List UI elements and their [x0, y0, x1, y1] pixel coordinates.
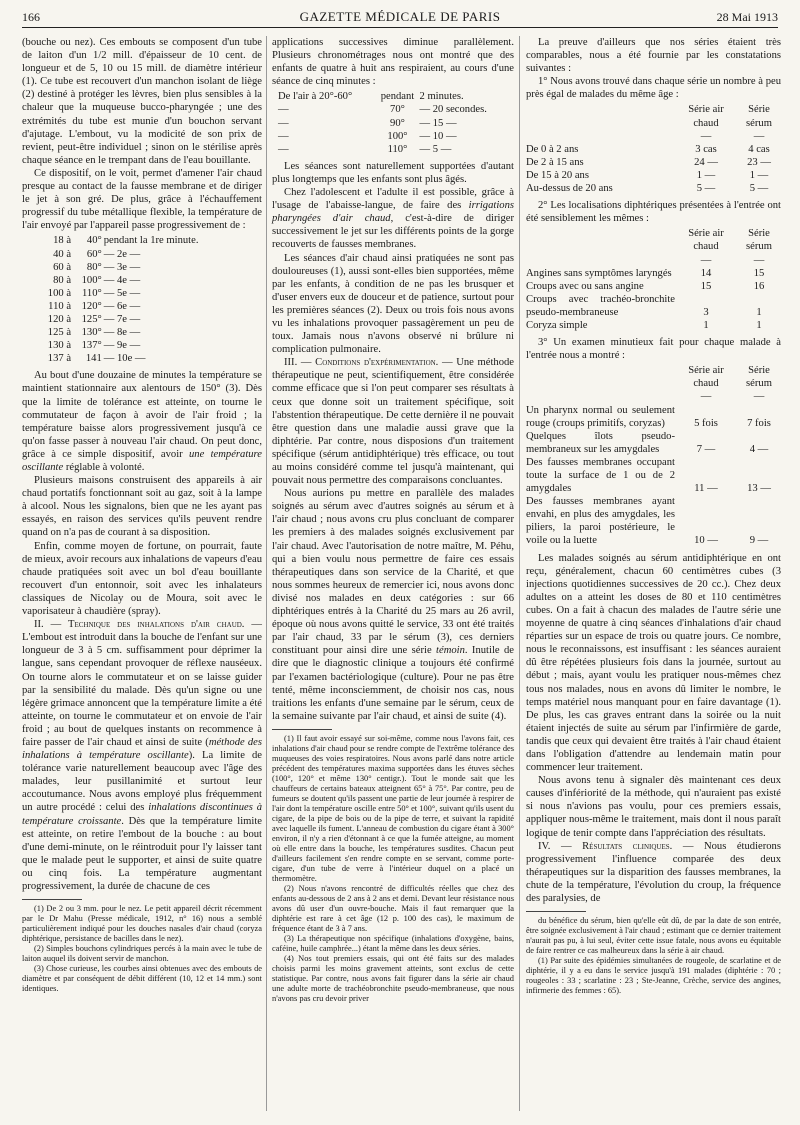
table-cell: 141 [85, 353, 102, 365]
column-header: Série air chaud [688, 228, 724, 253]
table-cell: De l'air à 20°-60° [278, 91, 353, 103]
table-row [36, 261, 236, 274]
column-header: Série sérum [746, 104, 772, 129]
table-cell: 100° [387, 130, 408, 142]
table-cell: 1 [756, 319, 762, 331]
table-cell: 14 [700, 267, 712, 279]
table-cell: 110 à [48, 300, 72, 312]
table-cell: — 6e — [103, 300, 141, 312]
table-cell: — [278, 104, 289, 116]
table-cell: 60° [86, 248, 102, 260]
table-cell: Des fausses membranes occupant toute la surface de 1 ou de 2 amygdales [526, 456, 675, 495]
footnote: (4) Nos tout premiers essais, qui ont été faits sur des malades choisis parmi les moins gravement atteints, sont exclus de cette statistique. Par contre, nous avons fait figurer dans la série air chaud une adulte morte de trachéobronchite pseudo-membraneuse, que nous n'avons pas cru devoir priver [272, 953, 514, 1003]
paragraph: Plusieurs maisons construisent des appareils à air chaud portatifs fonctionnant soit au gaz, soit à la lampe à alcool. Nous les signalons, bien que ne les ayant pas essayés, en raison des services qu'ils peuvent rendre quand on n'a pas de courant à sa disposition. [22, 475, 262, 539]
footnote: (3) Chose curieuse, les courbes ainsi obtenues avec des embouts de diamètre et par conséquent de débit différent (10, 12 et 14 mm.) sont identiques. [22, 964, 262, 994]
column-header: Série air chaud [688, 104, 724, 129]
breathing-table [278, 90, 508, 155]
table-cell: De 0 à 2 ans [526, 143, 579, 155]
table-cell: 137° [81, 340, 102, 352]
table-cell: 1 [703, 319, 709, 331]
table-cell: 40° [86, 235, 102, 247]
table-cell: — 20 secondes. [419, 104, 487, 116]
column-header: Série sérum [746, 228, 772, 253]
table-row [36, 248, 236, 261]
table-cell: 2 minutes. [419, 91, 464, 103]
footnote: (2) Simples bouchons cylindriques percés à la main avec le tube de laiton auquel ils doivent servir de manchon. [22, 944, 262, 964]
table-cell: Des fausses membranes ayant envahi, en plus des amygdales, les piliers, la paroi postérieure, le voile ou la luette [526, 496, 675, 547]
column-header: Série sérum [746, 365, 772, 390]
table-cell: — 15 — [419, 117, 457, 129]
table-row [36, 287, 236, 300]
table-cell: — 10e — [103, 353, 146, 365]
section-3: III. — Conditions d'expérimentation. — Une méthode thérapeutique ne peut, scientifiquement, être considérée comme efficace que si l'on peut comparer ses résultats à ceux que donne soit un traitement spécifique, soit l'abstention thérapeutique. De cette dernière il ne pouvait être question dans une maladie aussi grave que la diphtérie. Par contre, nous disposions d'un traitement spécifique (sérum antidiphtérique) très efficace, ou tout au moins considéré comme tel jusqu'à maintenant, qui pouvait nous permettre des comparaisons concluantes. [272, 357, 514, 487]
table-row [36, 313, 236, 326]
table-cell: — 5e — [103, 287, 141, 299]
paragraph: Chez l'adolescent et l'adulte il est possible, grâce à l'usage de l'abaisse-langue, de faire des irrigations pharyngées d'air chaud, c'est-à-dire de diriger successivement le jet sur les différents points de la gorge recouverts de fausses membranes. [272, 187, 514, 251]
table-row [526, 319, 781, 332]
footnote: (1) Il faut avoir essayé sur soi-même, comme nous l'avons fait, ces inhalations d'air chaud pour se rendre compte de l'extrême tolérance des muqueuses des voies respiratoires. Nous avons parlé dans notre article précédent des températures maxima supportées dans les étuves sèches (100°, 120° et même 130° centigr.). Tout le monde sait que les chauffeurs de certains bateaux atteignent 65° à 75°. Par contre, peu de fumeurs se doutent qu'ils passent une partie de leur journée à respirer de l'air dont la température oscille entre 50° et 100°, suivant qu'ils usent du cigare, de la pipe de bois ou de la pipe de terre, et suivant la rapidité avec laquelle ils fument. L'anneau de combustion du cigare étant à 300° environ, il n'y a rien d'étonnant à ce que la fumée atteigne, au moment où elle entre dans la bouche, les températures susdites. Chacun peut d'ailleurs facilement s'en rendre compte en se servant, comme porte-cigare, d'un tube de verre à l'intérieur duquel on a placé un thermomètre. [272, 733, 514, 883]
table-cell: 9 — [749, 535, 769, 547]
table-cell: 100° [81, 274, 102, 286]
table-cell: — [278, 130, 289, 142]
examination-table: Série air chaud Série sérum — — Un pharynx normal ou seulement rouge (croups primitifs, coryzas) 5 fois 7 fois Quelques îlots pseudo-membraneux sur les amygdales 7 — 4 — Des fausses membranes occupant toute la surface de 1 ou de 2 amygdales 11 — 13 — Des fausses membranes ayant envahi, en plus des amygdales, les piliers, la paroi postérieure, le voile ou la luette 10 — 9 — [526, 364, 781, 547]
paragraph: Enfin, comme moyen de fortune, on pourrait, faute de mieux, avoir recours aux inhalations de vapeurs d'eau chaude pratiquées soit avec un bol d'eau bouillante recouvert d'un entonnoir, soit avec les inhalateurs classiques de Nicolay ou de Moura, soit avec le vaporisateur à chaudière (spray). [22, 540, 262, 618]
paragraph: Les séances d'air chaud ainsi pratiquées ne sont pas douloureuses (1), aussi sont-elles bien supportées, même par les enfants, à condition de ne pas les brusquer et d'user envers eux de douceur et de patience, surtout pour les premières séances (2). Deux ou trois fois nous avons vu les inhalations provoquer passagèrement un peu de toux. Jamais nous n'avons observé ni brûlure ni complication pulmonaire. [272, 252, 514, 356]
paragraph: 2° Les localisations diphtériques présentées à l'entrée ont été sensiblement les mêmes : [526, 200, 781, 225]
footnote: du bénéfice du sérum, bien qu'elle eût dû, de par la date de son entrée, être soignée exclusivement à l'air chaud ; estimant que ce dernier traitement n'aurait pas pu, à lui seul, éviter cette issue fatale, nous avons eu équitable de faire rentrer ce cas malheureux dans la série à air chaud. [526, 916, 781, 956]
table-row [278, 117, 508, 130]
table-cell: 137 à [47, 353, 72, 365]
table-cell: 13 — [747, 483, 771, 495]
table-row [526, 495, 781, 547]
page-number: 166 [22, 10, 40, 24]
column-3 [526, 36, 781, 996]
paragraph: Ce dispositif, on le voit, permet d'amener l'air chaud presque au contact de la fausse membrane et de diriger le jet à son gré. De plus, grâce à l'échauffement progressif du tube métallique flexible, la température de l'air envoyé par l'appareil passe progressivement de : [22, 167, 262, 232]
table-cell: 1 [756, 306, 762, 318]
table-row [278, 143, 508, 156]
table-cell: 23 — [747, 156, 771, 168]
table-cell: Croups avec ou sans angine [526, 280, 644, 292]
table-row [526, 293, 781, 319]
table-cell: 7 — [696, 443, 716, 455]
table-row [526, 169, 781, 182]
table-row [36, 300, 236, 313]
table-cell: 125 à [47, 327, 72, 339]
table-cell: — 4e — [103, 274, 141, 286]
temperature-table [36, 234, 236, 365]
column-divider [519, 36, 520, 1111]
paragraph: 3° Un examen minutieux fait pour chaque malade à l'entrée nous a montré : [526, 337, 781, 362]
table-cell: 130° [81, 327, 102, 339]
table-row [526, 430, 781, 456]
table-cell: Quelques îlots pseudo-membraneux sur les amygdales [526, 430, 675, 455]
table-row [526, 182, 781, 195]
table-row [526, 280, 781, 293]
table-cell: Coryza simple [526, 319, 588, 331]
footnote: (1) De 2 ou 3 mm. pour le nez. Le petit appareil décrit récemment par le Dr Mahu (Presse médicale, 1912, n° 16) nous a semblé particulièrement indiqué pour les douches nasales d'air chaud (coryza diphtérique, persistance de bacilles dans le nez). [22, 904, 262, 944]
section-4: IV. — Résultats cliniques. — Nous étudierons progressivement l'influence comparée des deux thérapeutiques sur la disparition des fausses membranes, la chute de la température, l'évolution du croup, la fréquence des paralysies, de [526, 840, 781, 904]
table-cell: — [278, 117, 289, 129]
table-cell: 80 à [53, 274, 72, 286]
table-cell: 125° [81, 313, 102, 325]
section-2: II. — Technique des inhalations d'air chaud. — L'embout est introduit dans la bouche de l'enfant sur une longueur de 3 à 5 cm. suffisamment pour déprimer la langue, sans cependant provoquer de réflexe nauséeux. On tourne alors le commutateur et on se laisse guider par la sensibilité du malade. Dès qu'un signe ou une légère grimace annoncent que la température limite a été atteinte, on tourne le commutateur et on envoie de l'air froid ; au bout de quelques instants on recommence à faire passer de l'air chaud et ainsi de suite (méthode des inhalations à température oscillante). La limite de tolérance varie naturellement beaucoup avec l'âge des malades, leur pusillanimité et surtout leur accoutumance. Nous avons employé plus fréquemment un autre procédé : celui des inhalations discontinues à température croissante. Dès que la température limite est atteinte, on retire l'embout de la bouche : au bout d'une demi-minute, on le réintroduit pour l'y laisser tant que le malade peut le supporter, et ainsi de suite quatre ou cinq fois. La température augmentant progressivement, la durée de chacune de ces [22, 619, 263, 892]
footnote: (2) Nous n'avons rencontré de difficultés réelles que chez des enfants au-dessous de 2 ans à 2 ans et demi. Devant leur résistance nous avons dû user d'un ouvre-bouche. Mais il faut remarquer que la diphtérie est rare à cet âge (12 p. 100 des cas), le maximum de fréquence étant de 3 à 7 ans. [272, 883, 514, 933]
table-cell: 4 — [749, 443, 769, 455]
table-cell: 110° [387, 143, 408, 155]
table-cell: pendant la 1re minute. [103, 235, 199, 247]
table-cell: 5 — [696, 183, 716, 195]
table-row [278, 130, 508, 143]
table-cell: 11 — [694, 483, 718, 495]
table-row [278, 103, 508, 116]
section-heading: III. — Conditions d'expérimentation. [284, 357, 439, 369]
page-header [22, 8, 778, 28]
table-cell: 3 [703, 306, 709, 318]
table-cell: 16 [753, 280, 765, 292]
table-row [526, 156, 781, 169]
table-cell: — 7e — [103, 313, 141, 325]
table-cell: 1 — [749, 169, 769, 181]
paragraph: applications successives diminue parallèlement. Plusieurs chronométrages nous ont montré que des enfants de quatre à huit ans respiraient, au cours d'une séance de cinq minutes : [272, 37, 514, 88]
table-cell: 110° [82, 287, 102, 299]
table-cell: 5 fois [694, 417, 718, 429]
column-2 [272, 36, 514, 1004]
journal-title: GAZETTE MÉDICALE DE PARIS [299, 9, 501, 24]
footnote-rule [272, 729, 332, 730]
table-cell: De 2 à 15 ans [526, 156, 584, 168]
localisation-table: Série air chaud Série sérum — — Angines sans symptômes laryngés 14 15 Croups avec ou sans angine 15 16 Croups avec trachéo-bronchite pseudo-membraneuse 3 1 Coryza simple 1 1 [526, 227, 781, 332]
table-cell: 80° [86, 261, 102, 273]
table-cell: 90° [390, 117, 405, 129]
table-row [36, 274, 236, 287]
paragraph: (bouche ou nez). Ces embouts se composent d'un tube de laiton d'un 1/2 mill. d'épaisseur de 10 cent. de longueur et de 5, 10 ou 15 mill. de diamètre intérieur (1). Ce tube est recouvert d'un manchon isolant de liège (2) destiné à protéger les lèvres, bien plus sensibles à la chaleur que la muqueuse bucco-pharyngée ; une des extrémités du tube est munie d'un bouchon servant d'ajutage. L'embout, vu la modicité de son prix de revient, peut-être individuel ; sinon on le stérilise après chaque séance en le trempant dans de l'eau bouillante. [22, 37, 262, 166]
table-row [36, 352, 236, 365]
table-cell: Au-dessus de 20 ans [526, 183, 613, 195]
table-cell: 70° [390, 104, 405, 116]
section-heading: II. — Technique des inhalations d'air chaud. [34, 619, 245, 631]
table-cell: 5 — [749, 183, 769, 195]
table-cell: 100 à [47, 287, 72, 299]
paragraph: Au bout d'une douzaine de minutes la température se maintient stationnaire aux alentours de 150° (3). Dès que la limite de tolérance est atteinte, on tourne le commutateur de façon à avoir de l'air froid ; la température baisse alors progressivement jusqu'à ce qu'on fasse passer à nouveau l'air chaud. On peut donc, grâce à ce simple dispositif, avoir une température oscillante réglable à volonté. [22, 370, 262, 473]
table-cell: 60 à [53, 261, 72, 273]
age-table: Série air chaud Série sérum — — De 0 à 2 ans 3 cas 4 cas De 2 à 15 ans 24 — 23 — De 15 à 20 ans 1 — 1 — Au-dessus de 20 ans 5 — 5 — [526, 103, 781, 195]
table-cell: pendant [380, 91, 415, 103]
table-row [526, 267, 781, 280]
paragraph: La preuve d'ailleurs que nos séries étaient très comparables, nous a été fournie par les constatations suivantes : [526, 37, 781, 75]
table-cell: — 9e — [103, 340, 141, 352]
table-cell: 120 à [47, 313, 72, 325]
footnote-rule [22, 899, 82, 900]
table-cell: — 8e — [103, 327, 141, 339]
footnote: (1) Par suite des épidémies simultanées de rougeole, de scarlatine et de diphtérie, il y a eu dans le service jusqu'à 191 malades (diphtérie : 70 ; rougeoles : 33 ; scarlatine : 23 ; Ste-Jeanne, Crèche, service des angines, infirmerie des femmes : 65). [526, 956, 781, 996]
paragraph: 1° Nous avons trouvé dans chaque série un nombre à peu près égal de malades du même âge : [526, 76, 781, 101]
table-cell: — [278, 143, 289, 155]
table-cell: — 10 — [419, 130, 457, 142]
table-cell: 24 — [694, 156, 718, 168]
table-cell: 40 à [53, 248, 72, 260]
header-rule [22, 27, 778, 28]
footnote-rule [526, 911, 586, 912]
table-cell: 7 fois [747, 417, 771, 429]
table-cell: Un pharynx normal ou seulement rouge (croups primitifs, coryzas) [526, 404, 675, 429]
table-row [36, 326, 236, 339]
table-cell: 120° [81, 300, 102, 312]
table-cell: — 3e — [103, 261, 141, 273]
paragraph: Les malades soignés au sérum antidiphtérique en ont reçu, généralement, chacun 60 centimètres cubes (3 injections quotidiennes successives de 20 cc.). Chez deux adultes on a atteint les doses de 80 et 110 centimètres cubes. On a fait à chacun des malades de l'autre série une moyenne de quatre à cinq séances d'inhalations d'air chaud réparties sur un espace de trois ou quatre jours. Ce nombre, nous le reconnaissons, est insuffisant : les séances auraient dû être répétées plusieurs fois dans la journée, surtout au début ; mais, ayant voulu les pratiquer nous-mêmes chez tous nos malades, nous en avons dû limiter le nombre, le temps matériel nous manquant pour en faire davantage (1). De plus, les cas graves entrant dans la soirée ou la nuit étaient injectés de suite au sérum par l'infirmière de garde, tandis que ceux qui devaient être traités à l'air chaud étaient dans l'obligation d'attendre au lendemain matin pour commencer leur traitement. [526, 552, 781, 774]
paragraph: Nous aurions pu mettre en parallèle des malades soignés au sérum avec d'autres soignés au sérum et à l'air chaud ; nous avons cru plus concluant de comparer les premiers à des malades soignés exclusivement par l'air chaud. Avec l'autorisation de notre maître, M. Péhu, qui a bien voulu nous permettre de faire ces essais thérapeutiques dans son service de la Charité, et que nous sommes heureux de remercier ici, nous avons donc divisé nos malades en deux catégories : sur 66 diphtériques entrés à la Charité du 25 mars au 26 avril, époque où nous avons quitté le service, 33 ont été traités par l'air chaud, 33 par le sérum (3), ces derniers constituant pour ainsi dire une série témoin. Inutile de dire que le diagnostic clinique a toujours été confirmé par l'examen bactériologique (culture). Pour ne pas être tenté, même inconsciemment, de choisir nos cas, nous traitions les enfants d'une semaine par le sérum, ceux de la semaine suivante par l'air chaud, et ainsi de suite (4). [272, 488, 514, 722]
table-cell: Angines sans symptômes laryngés [526, 267, 672, 279]
table-cell: 1 — [696, 169, 716, 181]
table-cell: Croups avec trachéo-bronchite pseudo-membraneuse [526, 293, 675, 318]
column-1 [22, 36, 262, 994]
table-cell: 15 [700, 280, 712, 292]
paragraph: Nous avons tenu à signaler dès maintenant ces deux causes d'infériorité de la méthode, qui n'auraient pas existé si nous n'avions pas voulu, pour ces premiers essais, appliquer nous-même le traitement, mais dont il nous paraît logique de tenir compte dans l'appréciation des résultats. [526, 775, 781, 839]
table-row [526, 456, 781, 495]
table-cell: — 5 — [419, 143, 452, 155]
table-cell: 3 cas [695, 143, 717, 155]
paragraph: Les séances sont naturellement supportées d'autant plus longtemps que les enfants sont plus âgés. [272, 160, 514, 185]
table-row [36, 339, 236, 352]
table-row [526, 143, 781, 156]
table-row [36, 234, 236, 247]
table-cell: 18 à [53, 235, 72, 247]
column-header: Série air chaud [688, 365, 724, 390]
footnote: (3) La thérapeutique non spécifique (inhalations d'oxygène, bains, caféine, huile camphrée...) étant la même dans les deux séries. [272, 933, 514, 953]
table-cell: 4 cas [748, 143, 770, 155]
column-divider [266, 36, 267, 1111]
table-row [526, 404, 781, 430]
table-row [278, 90, 508, 103]
table-cell: 15 [753, 267, 765, 279]
table-cell: — 2e — [103, 248, 141, 260]
issue-date: 28 Mai 1913 [716, 10, 778, 24]
table-cell: 130 à [47, 340, 72, 352]
table-cell: 10 — [694, 535, 718, 547]
table-cell: De 15 à 20 ans [526, 169, 589, 181]
section-heading: IV. — Résultats cliniques. [538, 840, 673, 852]
